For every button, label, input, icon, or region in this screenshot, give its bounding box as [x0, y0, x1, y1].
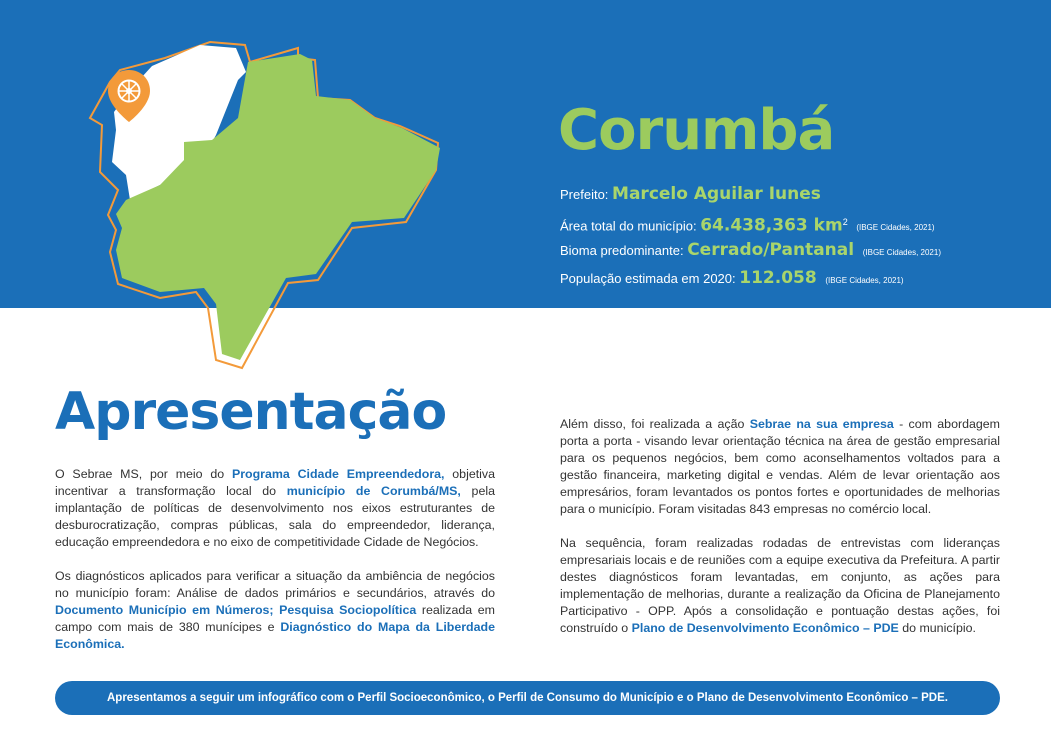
highlight-text: município de Corumbá/MS, [286, 484, 461, 498]
state-map [0, 0, 520, 380]
fact-value: 112.058 [739, 268, 817, 288]
text-run: Apresentamos a seguir um infográfico com o [107, 692, 358, 704]
city-title: Corumbá [558, 98, 835, 163]
section-title: Apresentação [55, 382, 447, 442]
text-run: - com abordagem porta a porta - visando levar orientação técnica na área de gestão empresarial para os pequenos negócios, bem como aconselhamentos voltados para a gestão financeira, marketing digital e vendas. Além de levar orientação aos empresários, foram levantados os pontos fortes e oportunidades de melhorias para o município. Foram visitadas 843 empresas no comércio local. [560, 417, 1000, 516]
text-run: , o [481, 692, 499, 704]
fact-source: (IBGE Cidades, 2021) [825, 276, 904, 285]
fact-source: (IBGE Cidades, 2021) [862, 248, 941, 257]
text-run: pela implantação de políticas de desenvolvimento nos eixos estruturantes de desburocratização, compras públicas, sala do empreendedor, liderança, educação empreendedora e no eixo de competitividade Cidade de Negócios. [55, 484, 495, 549]
fact-unit-superscript: 2 [842, 217, 848, 227]
text-run: e o [673, 692, 697, 704]
paragraph [560, 535, 1000, 637]
presentation-right-column [560, 416, 1000, 654]
highlight-text: Diagnóstico do Mapa da Liberdade Econômica. [55, 620, 495, 651]
text-run: realizada em campo com mais de 380 munícipes e [55, 603, 495, 634]
fact-source: (IBGE Cidades, 2021) [856, 223, 935, 233]
fact-area [560, 208, 1040, 236]
text-run: O Sebrae MS, por meio do [55, 467, 232, 481]
fact-value: Cerrado/Pantanal [687, 240, 855, 260]
text-run: Além disso, foi realizada a ação [560, 417, 750, 431]
fact-label: Bioma predominante: [560, 243, 684, 258]
fact-value: 64.438,363 km [700, 215, 843, 236]
infographic-banner [55, 681, 1000, 715]
fact-label: Prefeito: [560, 187, 609, 202]
fact-biome [560, 236, 1040, 264]
text-run: objetiva incentivar a transformação local do [55, 467, 495, 498]
presentation-left-column [55, 466, 495, 670]
fact-mayor [560, 180, 1040, 208]
text-run: Os diagnósticos aplicados para verificar a situação da ambiência de negócios no município foram: Análise de dados primários e secundários, através do [55, 569, 495, 600]
city-facts [560, 180, 1040, 292]
highlight-text: Programa Cidade Empreendedora, [231, 467, 445, 481]
highlight-text: Sebrae na sua empresa [749, 417, 894, 431]
bold-text: Perfil de Consumo do Município [498, 692, 674, 704]
fact-label: Área total do município: [560, 218, 697, 234]
fact-value: Marcelo Aguilar Iunes [612, 184, 821, 204]
highlight-text: Plano de Desenvolvimento Econômico – PDE [631, 621, 899, 635]
fact-population [560, 264, 1040, 292]
text-run: Na sequência, foram realizadas rodadas de entrevistas com lideranças empresariais locais e de reuniões com a equipe executiva da Prefeitura. A partir destes diagnósticos foram levantadas, em conjunto, as ações para implementação de melhorias, durante a realização da Oficina de Planejamento Participativo - OPP. Após a consolidação e pontuação destas ações, foi construído o [560, 536, 1000, 635]
highlight-text: Documento Município em Números; Pesquisa Sociopolítica [55, 603, 417, 617]
text-run: do município. [898, 621, 976, 635]
paragraph [55, 466, 495, 551]
fact-label: População estimada em 2020: [560, 271, 736, 286]
bold-text: Plano de Desenvolvimento Econômico – PDE. [696, 692, 948, 704]
bold-text: Perfil Socioeconômico [357, 692, 482, 704]
paragraph [560, 416, 1000, 518]
paragraph [55, 568, 495, 653]
